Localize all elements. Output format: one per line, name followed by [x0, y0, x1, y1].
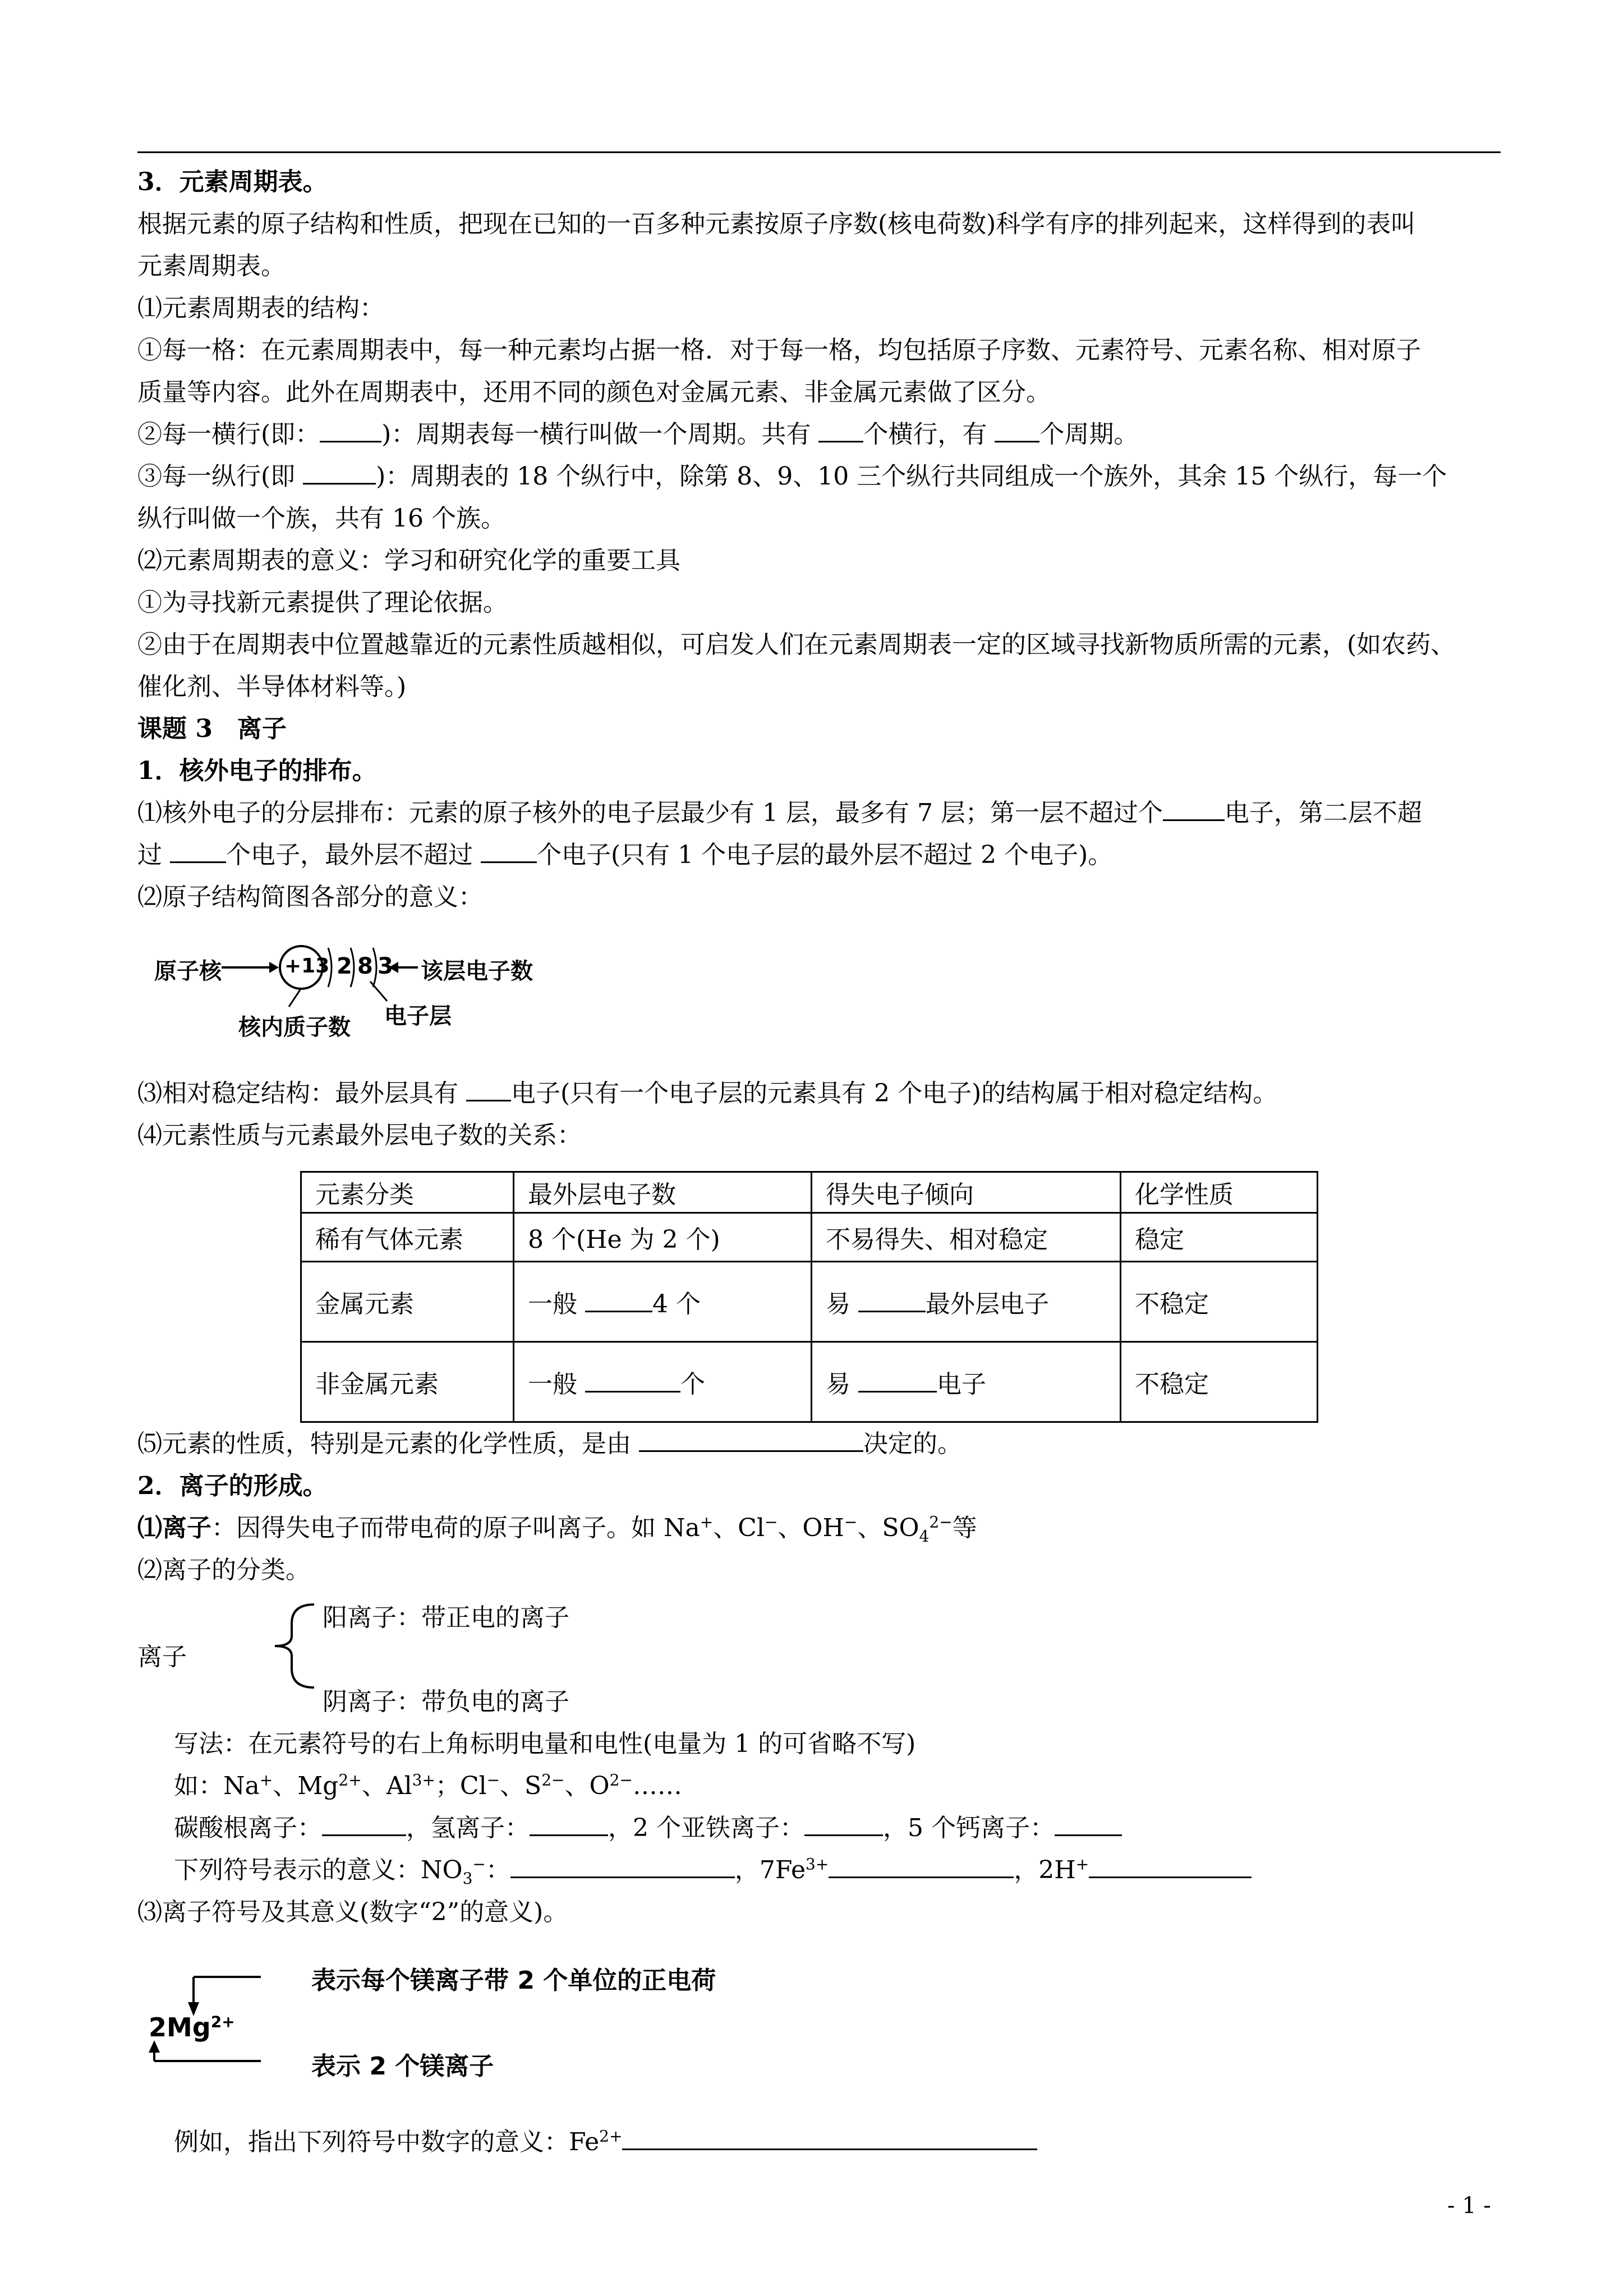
fill-blank[interactable]: [585, 1285, 652, 1312]
paragraph-line: 质量等内容。此外在周期表中，还用不同的颜色对金属元素、非金属元素做了区分。: [137, 378, 1051, 407]
electron-layer-label: 电子层: [384, 1003, 452, 1029]
table-header-row: [301, 1172, 1318, 1213]
paragraph-line: 元素周期表。: [137, 252, 286, 280]
anion-definition: 阴离子：带负电的离子: [323, 1688, 569, 1716]
paragraph-line: 例如，指出下列符号中数字的意义：$Fe^{2+}$: [174, 2123, 1037, 2162]
paragraph-line: ⑴核外电子的分层排布：元素的原子核外的电子层最少有 1 层，最多有 7 层；第一层不超过个 电子，第二层不超: [137, 794, 1422, 833]
table-cell: 不稳定: [1121, 1342, 1318, 1422]
paragraph-line: ⑷元素性质与元素最外层电子数的关系：: [137, 1121, 582, 1150]
nucleus-label: 原子核: [154, 958, 222, 984]
paragraph-line: ⑸元素的性质，特别是元素的化学性质，是由 决定的。: [137, 1424, 962, 1464]
paragraph-line: 催化剂、半导体材料等。): [137, 672, 407, 701]
subheading: ⑴元素周期表的结构：: [137, 294, 384, 322]
fill-blank[interactable]: [322, 1809, 406, 1836]
fill-blank[interactable]: [1163, 794, 1225, 821]
fill-blank[interactable]: [858, 1365, 937, 1393]
subheading: ⑶离子符号及其意义(数字“2”的意义)。: [137, 1898, 568, 1926]
shell-electrons-3: 3: [378, 953, 393, 979]
paragraph-line: 写法：在元素符号的右上角标明电量和电性(电量为 1 的可省略不写): [174, 1730, 916, 1758]
table-header: 化学性质: [1121, 1172, 1318, 1213]
table-header: 得失电子倾向: [812, 1172, 1121, 1213]
atom-structure-diagram: [154, 937, 603, 1049]
table-row: [301, 1262, 1318, 1342]
shell-electrons-1: 2: [337, 953, 352, 979]
table-cell: 易 电子: [812, 1342, 1121, 1422]
table-cell: 8 个(He 为 2 个): [514, 1213, 812, 1262]
cation-definition: 阳离子：带正电的离子: [323, 1603, 569, 1632]
paragraph-line: ①为寻找新元素提供了理论依据。: [137, 588, 508, 617]
fill-blank[interactable]: [639, 1424, 863, 1452]
subheading: ⑵离子的分类。: [137, 1556, 310, 1584]
fill-blank[interactable]: [510, 1851, 735, 1878]
paragraph-line: ②由于在周期表中位置越靠近的元素性质越相似，可启发人们在元素周期表一定的区域寻找新物质所需的元素，(如农药、: [137, 630, 1456, 659]
fill-blank[interactable]: [585, 1365, 680, 1393]
nucleus-charge: +13: [284, 955, 330, 978]
table-cell: 不易得失、相对稳定: [812, 1213, 1121, 1262]
fill-blank[interactable]: [622, 2123, 1037, 2150]
paragraph-line: 下列符号表示的意义：$NO_3^-$： ，$7Fe^{3+}$ ，2H+: [174, 1851, 1252, 1890]
section-heading: 3．元素周期表。: [137, 168, 328, 196]
fill-blank[interactable]: [466, 1074, 511, 1101]
charge-meaning-label: 表示每个镁离子带 2 个单位的正电荷: [311, 1966, 716, 1995]
section-heading: 2．离子的形成。: [137, 1472, 328, 1500]
table-cell: 一般 4 个: [514, 1262, 812, 1342]
lesson-title: 课题 3 离子: [137, 714, 287, 743]
table-cell: 稳定: [1121, 1213, 1318, 1262]
paragraph-line: ①每一格：在元素周期表中，每一种元素均占据一格．对于每一格，均包括原子序数、元素符号、元素名称、相对原子: [137, 336, 1421, 365]
table-header: 最外层电子数: [514, 1172, 812, 1213]
fill-blank[interactable]: [481, 836, 537, 863]
fill-blank[interactable]: [530, 1809, 608, 1836]
ion-symbol: $2Mg^{2+}$: [149, 2012, 235, 2043]
element-properties-table: [300, 1171, 1318, 1423]
paragraph-line: ②每一横行(即： )：周期表每一横行叫做一个周期。共有 个横行，有 个周期。: [137, 415, 1138, 454]
table-cell: 易 最外层电子: [812, 1262, 1121, 1342]
fill-blank[interactable]: [170, 836, 226, 863]
table-cell: 一般 个: [514, 1342, 812, 1422]
paragraph-line: ③每一纵行(即 )：周期表的 18 个纵行中，除第 8、9、10 三个纵行共同组成一个族外，其余 15 个纵行，每一个: [137, 457, 1447, 496]
table-cell: 稀有气体元素: [301, 1213, 514, 1262]
fill-blank[interactable]: [1055, 1809, 1122, 1836]
header-rule: [137, 151, 1501, 153]
table-cell: 不稳定: [1121, 1262, 1318, 1342]
table-cell: 非金属元素: [301, 1342, 514, 1422]
paragraph-line: ⑶相对稳定结构：最外层具有 电子(只有一个电子层的元素具有 2 个电子)的结构属于相对稳定结构。: [137, 1074, 1277, 1113]
paragraph-line: 根据元素的原子结构和性质，把现在已知的一百多种元素按原子序数(核电荷数)科学有序的排列起来，这样得到的表叫: [137, 210, 1416, 238]
table-row: [301, 1213, 1318, 1262]
paragraph-line: 过 个电子，最外层不超过 个电子(只有 1 个电子层的最外层不超过 2 个电子)。: [137, 836, 1112, 875]
layer-electron-count-label: 该层电子数: [421, 958, 533, 984]
fill-blank[interactable]: [804, 1809, 883, 1836]
fill-blank[interactable]: [858, 1285, 926, 1312]
paragraph-line: ⑵原子结构简图各部分的意义：: [137, 883, 483, 911]
paragraph-line: 碳酸根离子： ，氢离子： ，2 个亚铁离子： ，5 个钙离子：: [174, 1809, 1122, 1848]
paragraph-line: ⑴离子：因得失电子而带电荷的原子叫离子。如 Na+、Cl−、OH−、$SO_4^{2-}$等: [137, 1513, 977, 1546]
paragraph-line: 纵行叫做一个族，共有 16 个族。: [137, 504, 505, 533]
count-meaning-label: 表示 2 个镁离子: [311, 2052, 494, 2081]
page-number: - 1 -: [1447, 2193, 1491, 2219]
fill-blank[interactable]: [320, 415, 381, 442]
section-heading: 1．核外电子的排布。: [137, 757, 377, 785]
table-header: 元素分类: [301, 1172, 514, 1213]
fill-blank[interactable]: [995, 415, 1039, 442]
subheading: ⑵元素周期表的意义：学习和研究化学的重要工具: [137, 546, 680, 575]
fill-blank[interactable]: [818, 415, 863, 442]
table-row: [301, 1342, 1318, 1422]
fill-blank[interactable]: [1089, 1851, 1252, 1878]
shell-electrons-2: 8: [357, 953, 373, 979]
proton-count-label: 核内质子数: [238, 1015, 351, 1040]
fill-blank[interactable]: [303, 457, 376, 485]
ion-symbol-diagram: [137, 1946, 867, 2086]
fill-blank[interactable]: [829, 1851, 1014, 1878]
classification-brace: [258, 1601, 320, 1691]
paragraph-line: 如：Na+、$Mg^{2+}$、$Al^{3+}$；Cl−、$S^{2-}$、$O^{2-}\dots\dots$: [174, 1771, 682, 1800]
ion-term: 离子: [137, 1643, 187, 1671]
table-cell: 金属元素: [301, 1262, 514, 1342]
